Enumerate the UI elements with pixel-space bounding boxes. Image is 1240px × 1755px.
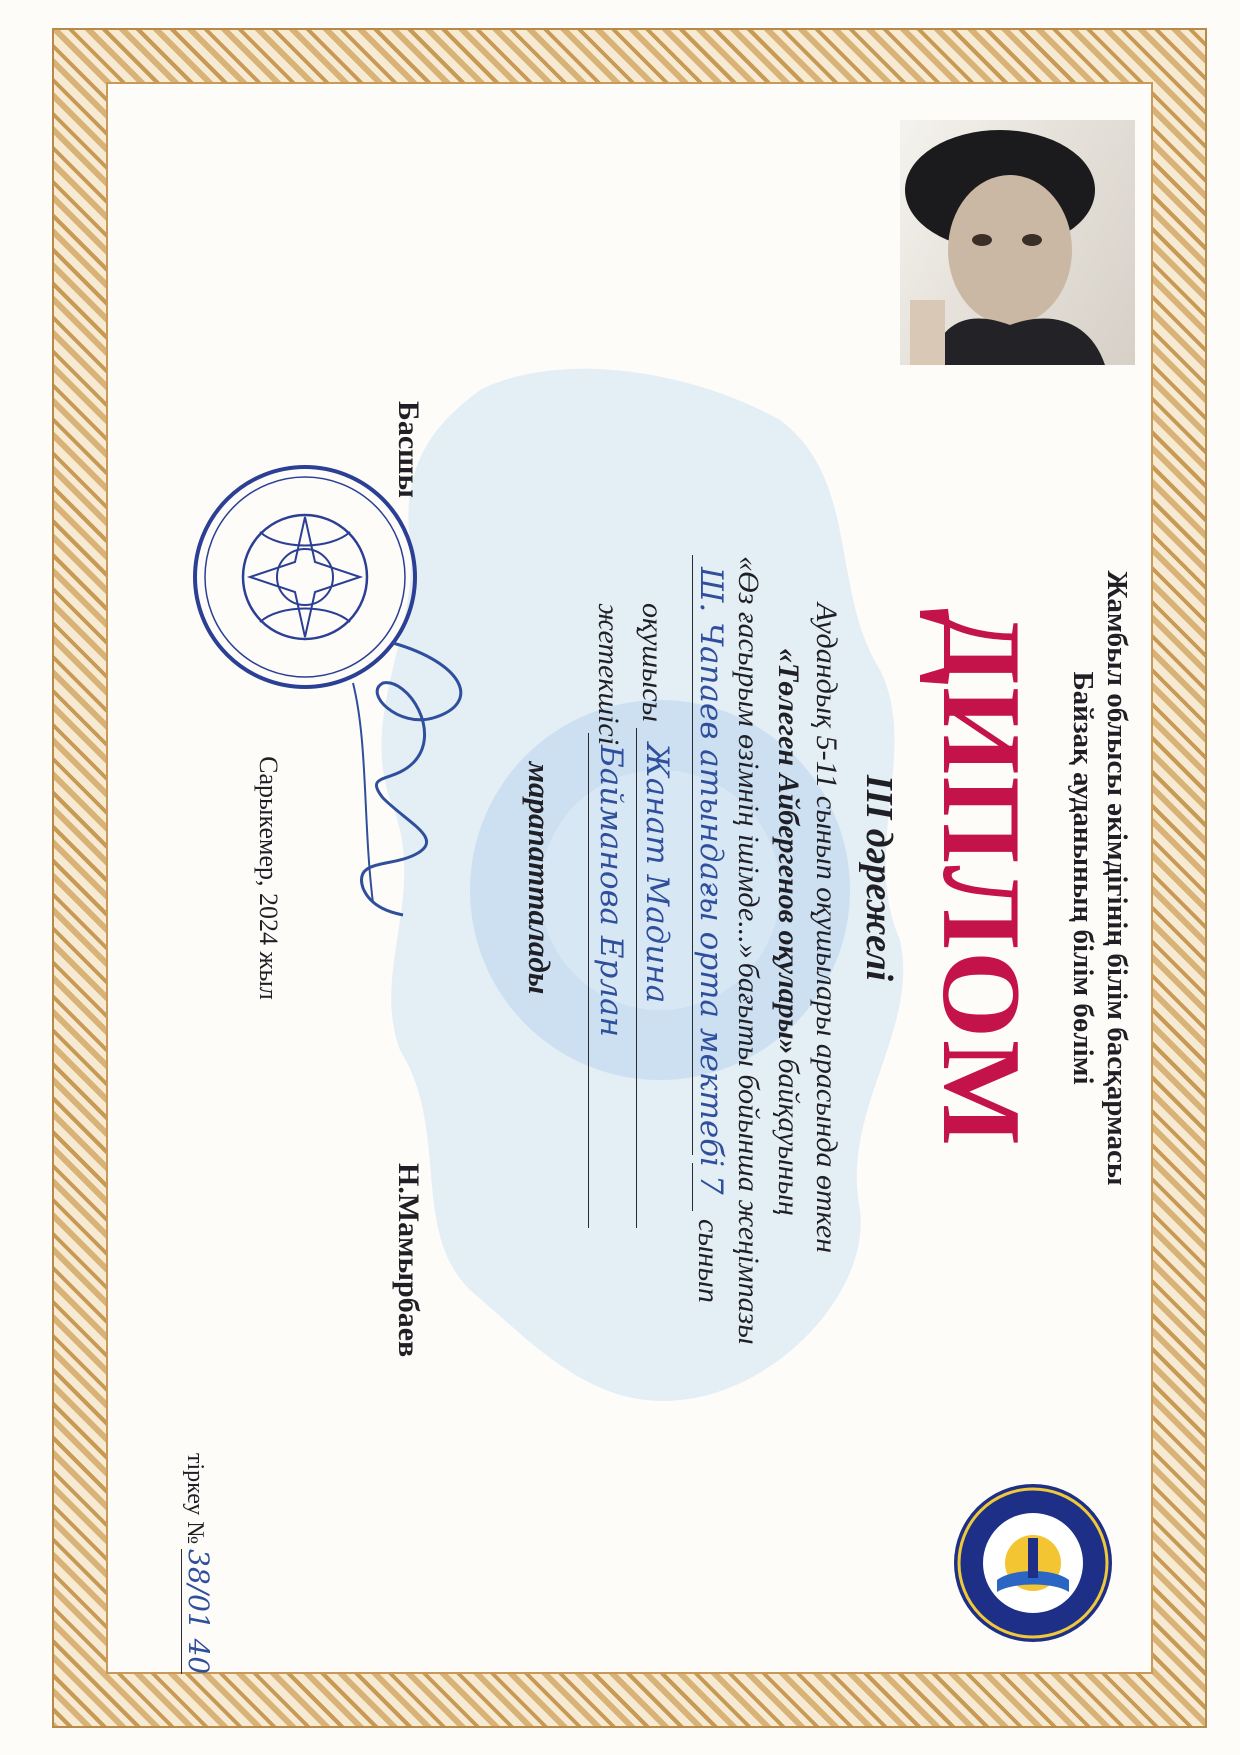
teacher-label: жетекшісі (592, 603, 625, 746)
signatory-name: Н.Мамырбаев (392, 1163, 425, 1358)
pupil-label: оқушысы (636, 603, 669, 722)
diploma-content (108, 83, 1153, 1673)
registration-number: 38/01 40 (182, 1549, 215, 1675)
place-year: Сарыкемер, 2024 жыл (254, 756, 283, 1000)
grade-handwritten: 7 (693, 1175, 729, 1195)
awarded-label: марапатталады (522, 761, 557, 995)
teacher-handwritten: Байманова Ерлан (593, 745, 629, 1037)
class-label: сынып (692, 1219, 725, 1303)
teacher-underline (588, 733, 589, 1228)
school-handwritten: Ш. Чапаев атындағы орта мектебі (693, 567, 729, 1168)
body-line-1: Аудандық 5-11 сынып оқушылары арасында өткен (810, 603, 843, 1254)
pupil-handwritten: Жанат Мадина (639, 743, 675, 1004)
contest-name: «Төлеген Айбергенов оқулары» (772, 648, 805, 1055)
body-line-2 (771, 648, 805, 1216)
degree-label: ІІІ дәрежелі (858, 774, 900, 982)
contest-direction: «Өз ғасырым өзімнің ішімде...» (732, 556, 765, 959)
contest-suffix: байқауының (772, 1058, 805, 1216)
pupil-underline (636, 728, 637, 1228)
header-line-2: Байзақ ауданының білім бөлімі (1067, 671, 1099, 1085)
signature-label: Басшы (392, 401, 425, 498)
handwritten-signature (333, 623, 503, 923)
header-line-1: Жамбыл облысы әкімдігінің білім басқармасы (1101, 570, 1133, 1186)
diploma-title: ДИПЛОМ (919, 608, 1043, 1148)
registration-label: тіркеу № (182, 1453, 208, 1545)
winner-label: бағыты бойынша жеңімпазы (732, 962, 765, 1345)
body-line-3 (731, 556, 765, 1345)
